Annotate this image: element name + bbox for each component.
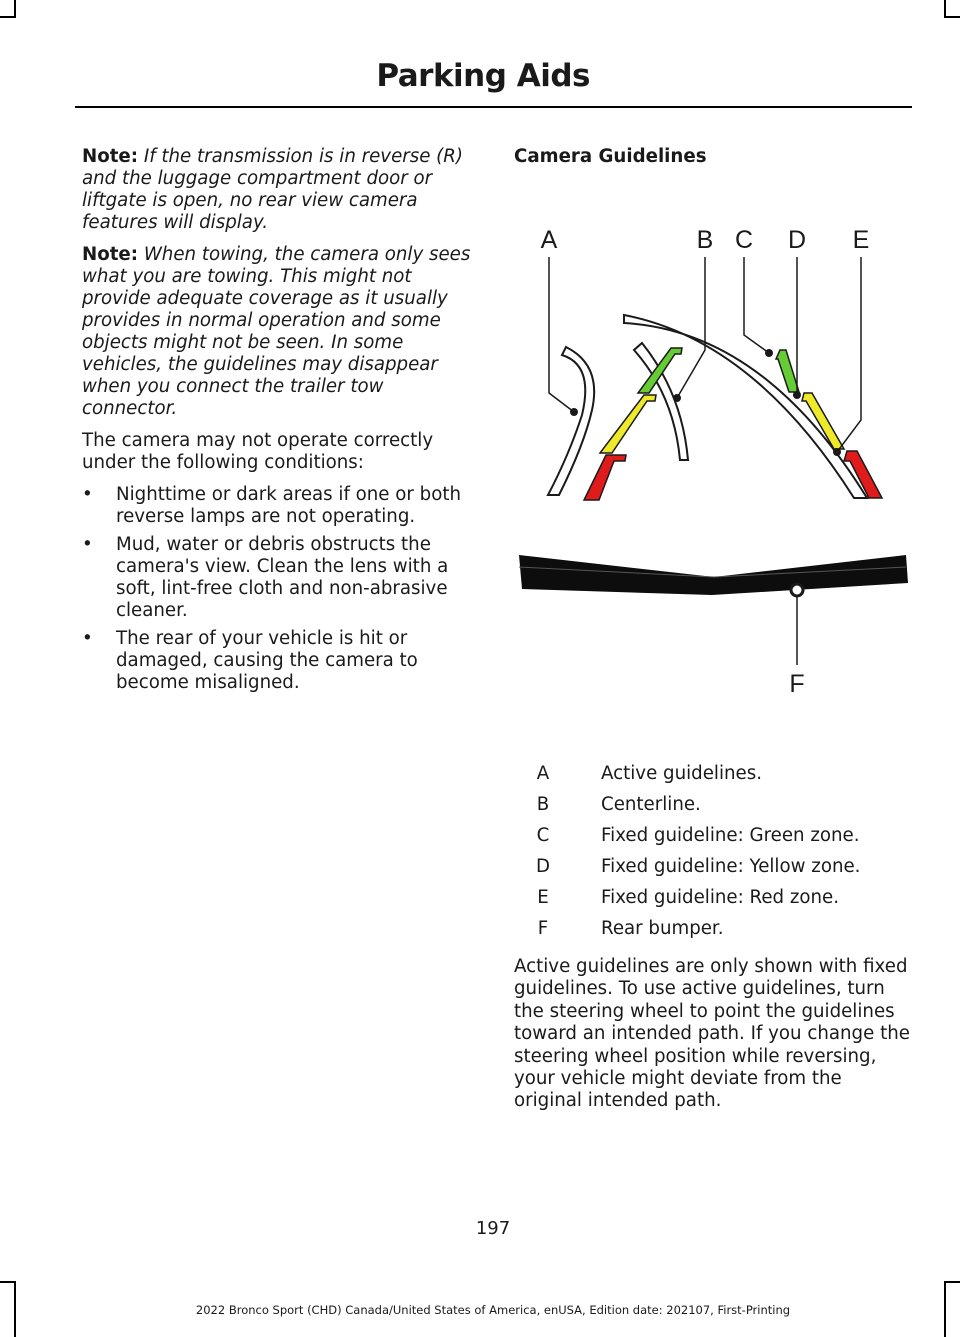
rear-bumper	[519, 555, 908, 595]
callout-leader-c	[744, 257, 769, 353]
callout-b: B	[696, 226, 714, 254]
list-item: • The rear of your vehicle is hit or damaged, causing the camera to become misaligned.	[82, 628, 478, 694]
list-item: • Nighttime or dark areas if one or both reverse lamps are not operating.	[82, 484, 478, 528]
callout-dot-a	[570, 408, 578, 416]
page-number: 197	[475, 1218, 511, 1239]
legend-row	[514, 758, 910, 789]
callout-leader-e	[837, 257, 861, 452]
outer-path-arc	[624, 315, 867, 498]
footer-text: 2022 Bronco Sport (CHD) Canada/United States of America, enUSA, Edition date: 202107, First-Printing	[195, 1303, 791, 1317]
right-column	[514, 146, 910, 168]
legend-row	[514, 851, 910, 882]
callout-dot-b	[673, 394, 681, 402]
legend-desc: Fixed guideline: Green zone.	[601, 825, 860, 846]
callout-leader-b	[677, 257, 705, 398]
page-title: Parking Aids	[376, 58, 590, 94]
callout-a: A	[540, 226, 558, 254]
section-title: Camera Guidelines	[514, 146, 707, 167]
crop-mark	[0, 16, 16, 18]
callout-dot-e	[833, 448, 841, 456]
figure-legend	[514, 758, 910, 944]
callout-dot-f	[791, 584, 803, 596]
conditions-list	[82, 484, 478, 694]
legend-key: F	[537, 918, 549, 939]
legend-desc: Fixed guideline: Red zone.	[601, 887, 840, 908]
legend-key: B	[536, 794, 550, 815]
callout-dot-c	[765, 349, 773, 357]
header-divider	[75, 106, 912, 108]
legend-desc: Active guidelines.	[601, 763, 762, 784]
active-guideline	[548, 347, 594, 495]
fixed-guideline-right-green	[776, 350, 799, 392]
crop-mark	[14, 0, 16, 16]
list-item: • Mud, water or debris obstructs the camera's view. Clean the lens with a soft, lint-free cloth and non-abrasive cleaner.	[82, 534, 478, 622]
crop-mark	[0, 1281, 16, 1283]
legend-row	[514, 789, 910, 820]
crop-mark	[944, 16, 960, 18]
conditions-intro: The camera may not operate correctly under the following conditions:	[82, 430, 434, 473]
legend-row	[514, 882, 910, 913]
callout-dot-d	[793, 391, 801, 399]
legend-desc: Centerline.	[601, 794, 701, 815]
crop-mark	[944, 0, 946, 16]
legend-key: E	[537, 887, 549, 908]
fixed-guideline-left-yellow	[600, 395, 656, 453]
legend-desc: Rear bumper.	[601, 918, 724, 939]
legend-row	[514, 820, 910, 851]
legend-desc: Fixed guideline: Yellow zone.	[601, 856, 861, 877]
callout-f: F	[789, 670, 805, 695]
note-towing	[82, 244, 478, 420]
note-label: Note:	[82, 244, 139, 265]
camera-guidelines-figure	[514, 215, 910, 695]
fixed-guideline-left-red	[584, 455, 626, 500]
note-text: If the transmission is in reverse (R) and the luggage compartment door or liftgate is open, no rear view camera features will display.	[82, 146, 464, 233]
active-guidelines-paragraph: Active guidelines are only shown with fixed guidelines. To use active guidelines, turn the steering wheel to point the guidelines toward an intended path. If you change the steering wheel position while reversing, your vehicle might deviate from the original intended path.	[514, 956, 910, 1112]
callout-e: E	[852, 226, 870, 254]
legend-key: A	[536, 763, 550, 784]
note-transmission	[82, 146, 478, 234]
callout-d: D	[787, 226, 807, 254]
note-text: When towing, the camera only sees what you are towing. This might not provide adequate coverage as it usually provides in normal operation and some objects might not be seen. In some vehicles, the guidelines may disappear when you connect the trailer tow connector.	[82, 244, 471, 419]
note-label: Note:	[82, 146, 139, 167]
left-column	[82, 146, 478, 700]
camera-guidelines-diagram	[514, 215, 910, 695]
callout-leader-a	[549, 257, 574, 412]
crop-mark	[944, 1281, 960, 1283]
legend-key: D	[535, 856, 550, 877]
callout-c: C	[734, 226, 754, 254]
legend-row	[514, 913, 910, 944]
legend-key: C	[536, 825, 550, 846]
